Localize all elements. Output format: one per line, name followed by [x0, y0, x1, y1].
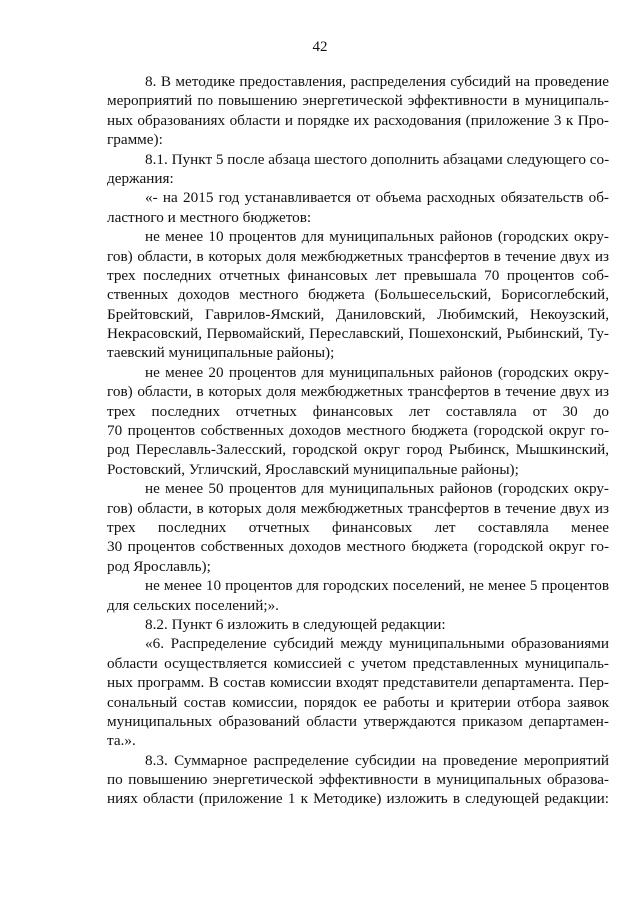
text-line: не менее 50 процентов для муниципальных районов (городских окру- — [145, 480, 609, 498]
text-line: 30 процентов собственных доходов местного бюджета (городской округ го- — [107, 538, 609, 556]
text-line: не менее 20 процентов для муниципальных районов (городских окру- — [145, 363, 609, 381]
document-body — [107, 72, 609, 809]
text-line: род Переславль-Залесский, городской округ город Рыбинск, Мышкинский, — [107, 441, 609, 459]
text-line: 8. В методике предоставления, распределения субсидий на проведение — [145, 73, 609, 90]
text-line: таевский муниципальные районы); — [107, 344, 335, 362]
text-line: 8.1. Пункт 5 после абзаца шестого дополнить абзацами следующего со- — [145, 150, 610, 168]
text-line: не менее 10 процентов для городских поселений, не менее 5 процентов — [145, 577, 609, 595]
text-line: ственных доходов местного бюджета (Большесельский, Борисоглебский, — [107, 286, 609, 304]
text-line: ластного и местного бюджетов: — [107, 208, 312, 226]
page-number: 42 — [312, 39, 328, 55]
text-line: грамме): — [107, 131, 163, 149]
text-line: ниях области (приложение 1 к Методике) изложить в следующей редакции: — [107, 790, 609, 808]
text-line: трех последних отчетных финансовых лет превышала 70 процентов соб- — [107, 266, 609, 284]
text-line: муниципальных образований области утверждаются приказом департамен- — [107, 712, 609, 730]
text-line: области осуществляется комиссией с учетом представленных муниципаль- — [107, 654, 609, 672]
text-line: мероприятий по повышению энергетической эффективности в муниципаль- — [107, 92, 609, 110]
text-line: 8.2. Пункт 6 изложить в следующей редакции: — [145, 615, 446, 633]
text-line: Некрасовский, Первомайский, Переславский, Пошехонский, Рыбинский, Ту- — [107, 325, 609, 343]
text-line: род Ярославль); — [107, 557, 211, 575]
text-line: ных образованиях области и порядке их расходования (приложение 3 к Про- — [107, 111, 609, 129]
text-line: Брейтовский, Гаврилов-Ямский, Даниловский, Любимский, Некоузский, — [107, 305, 609, 323]
text-line: ных программ. В состав комиссии входят представители департамента. Пер- — [107, 674, 609, 692]
text-line: гов) области, в которых доля межбюджетных трансфертов в течение двух из — [107, 499, 609, 517]
text-line: гов) области, в которых доля межбюджетных трансфертов в течение двух из — [107, 383, 609, 401]
text-line: 8.3. Суммарное распределение субсидии на проведение мероприятий — [145, 751, 609, 769]
text-line: для сельских поселений;». — [107, 596, 279, 614]
text-line: по повышению энергетической эффективности в муниципальных образова- — [107, 771, 609, 789]
text-line: сональный состав комиссии, порядок ее работы и критерии отбора заявок — [107, 693, 609, 711]
text-line: Ростовский, Угличский, Ярославский муниципальные районы); — [107, 460, 519, 478]
text-line: держания: — [107, 169, 174, 187]
text-line: та.». — [107, 732, 136, 750]
text-line: трех последних отчетных финансовых лет составляла менее — [107, 518, 609, 536]
text-line: трех последних отчетных финансовых лет составляла от 30 до — [107, 402, 609, 420]
text-line: 70 процентов собственных доходов местного бюджета (городской округ го- — [107, 422, 609, 440]
text-line: «- на 2015 год устанавливается от объема расходных обязательств об- — [145, 189, 609, 207]
text-line: гов) области, в которых доля межбюджетных трансфертов в течение двух из — [107, 247, 609, 265]
text-line: «6. Распределение субсидий между муниципальными образованиями — [145, 635, 609, 653]
text-line: не менее 10 процентов для муниципальных районов (городских окру- — [145, 228, 609, 246]
